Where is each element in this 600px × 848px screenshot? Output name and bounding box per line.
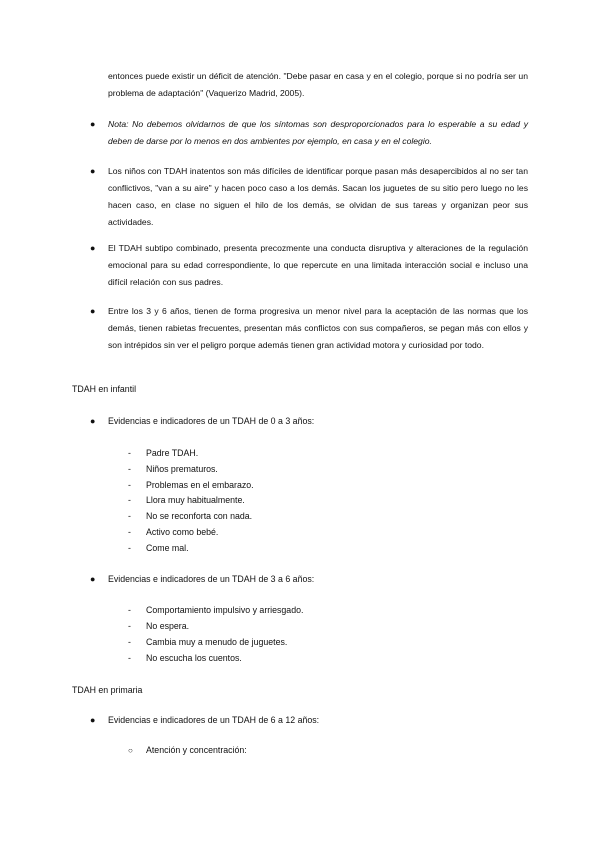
list-item: No escucha los cuentos.: [146, 653, 242, 663]
bullet-icon: ●: [90, 166, 96, 176]
dash-icon: -: [128, 653, 131, 663]
dash-icon: -: [128, 605, 131, 615]
list-item: No espera.: [146, 621, 190, 631]
bullet-icon: ●: [90, 243, 96, 253]
dash-icon: -: [128, 511, 131, 521]
age-3-6-paragraph: Entre los 3 y 6 años, tienen de forma progresiva un menor nivel para la aceptación de las normas que los demás, tienen rabietas frecuentes, presentan más conflictos con sus compañeros, se pegan más con ellos y son intrépidos sin ver el peligro porque además tienen gran actividad motora y curiosidad por todo.: [108, 306, 528, 350]
group-6-12-title: Evidencias e indicadores de un TDAH de 6 a 12 años:: [108, 715, 320, 725]
circle-bullet-icon: ○: [128, 746, 133, 755]
dash-icon: -: [128, 621, 131, 631]
continuation-paragraph: entonces puede existir un déficit de atención. "Debe pasar en casa y en el colegio, porque si no podría ser un problema de adaptación" (Vaquerizo Madrid, 2005).: [108, 71, 528, 98]
bullet-icon: ●: [90, 715, 96, 725]
list-item: No se reconforta con nada.: [146, 511, 253, 521]
bullet-icon: ●: [90, 416, 96, 426]
list-item: Cambia muy a menudo de juguetes.: [146, 637, 288, 647]
dash-icon: -: [128, 480, 131, 490]
list-item: Problemas en el embarazo.: [146, 480, 254, 490]
heading-infantil: TDAH en infantil: [72, 384, 137, 394]
list-item: Come mal.: [146, 543, 189, 553]
list-item: Niños prematuros.: [146, 464, 218, 474]
list-item: Llora muy habitualmente.: [146, 495, 245, 505]
list-item: Padre TDAH.: [146, 448, 199, 458]
attention-subheading: Atención y concentración:: [146, 745, 247, 755]
group-0-3-title: Evidencias e indicadores de un TDAH de 0 a 3 años:: [108, 416, 315, 426]
bullet-icon: ●: [90, 119, 96, 129]
dash-icon: -: [128, 543, 131, 553]
dash-icon: -: [128, 527, 131, 537]
dash-icon: -: [128, 464, 131, 474]
group-3-6-title: Evidencias e indicadores de un TDAH de 3 a 6 años:: [108, 574, 315, 584]
bullet-icon: ●: [90, 574, 96, 584]
inattentive-paragraph: Los niños con TDAH inatentos son más difíciles de identificar porque pasan más desapercibidos al no ser tan conflictivos, "van a su aire" y hacen poco caso a los demás. Sacan los juguetes de su sitio pero luego no les hacen caso, en clase no siguen el hilo de los demás, se olvidan de sus tareas y organizan peor sus actividades.: [108, 166, 528, 227]
list-item: Comportamiento impulsivo y arriesgado.: [146, 605, 304, 615]
combined-subtype-paragraph: El TDAH subtipo combinado, presenta precozmente una conducta disruptiva y alteraciones de la regulación emocional para su edad correspondiente, lo que repercute en una limitada interacción social e incluso una difícil relación con sus padres.: [108, 243, 528, 287]
dash-icon: -: [128, 495, 131, 505]
note-paragraph: Nota: No debemos olvidarnos de que los síntomas son desproporcionados para lo esperable a su edad y deben de darse por lo menos en dos ambientes por ejemplo, en casa y en el colegio.: [108, 119, 528, 146]
heading-primaria: TDAH en primaria: [72, 685, 143, 695]
list-item: Activo como bebé.: [146, 527, 219, 537]
dash-icon: -: [128, 448, 131, 458]
bullet-icon: ●: [90, 306, 96, 316]
dash-icon: -: [128, 637, 131, 647]
